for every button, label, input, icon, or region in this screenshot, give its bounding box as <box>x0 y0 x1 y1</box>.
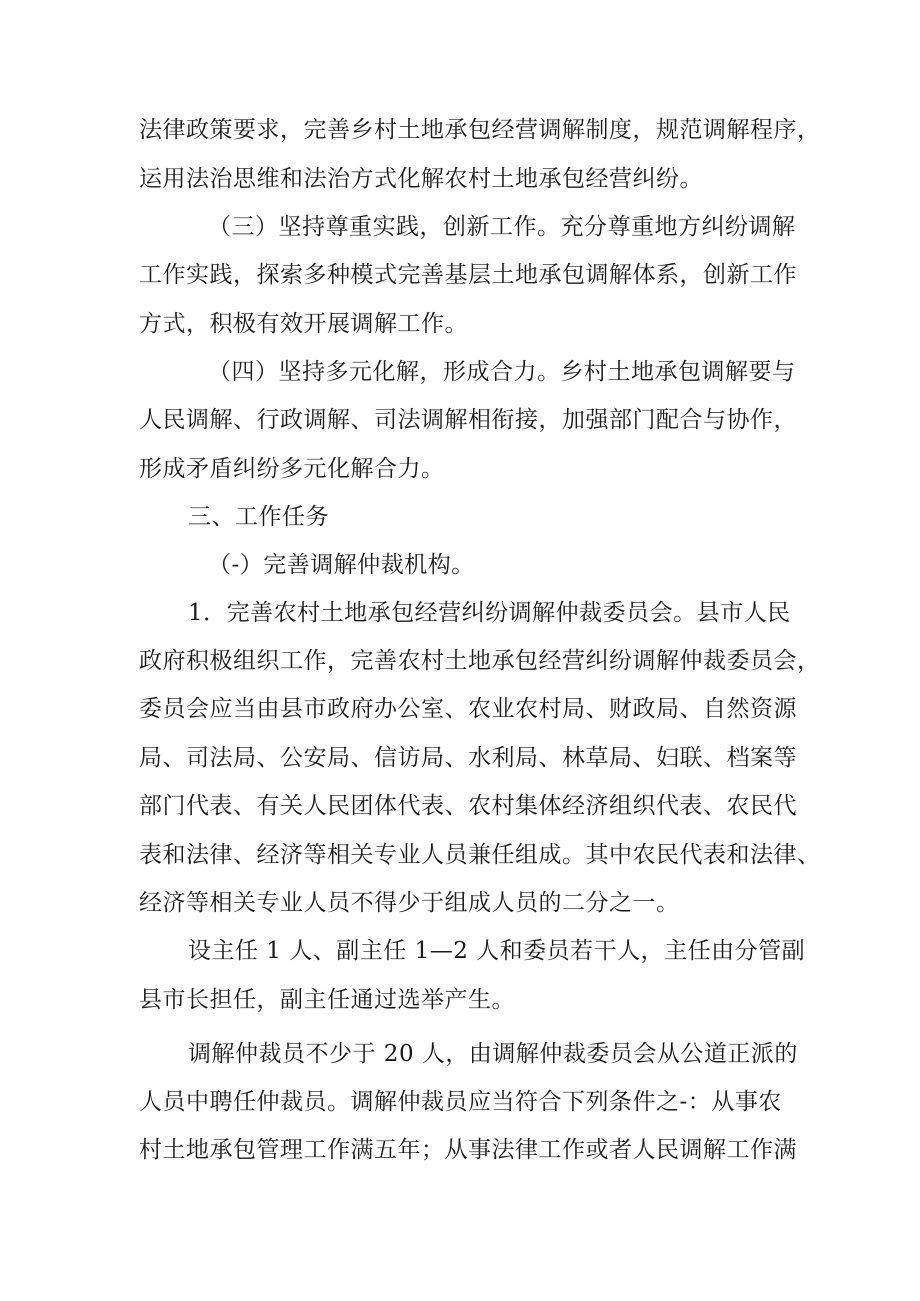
text-line: 人民调解、行政调解、司法调解相衔接，加强部门配合与协作， <box>139 407 797 433</box>
text-line: 运用法治思维和法治方式化解农村土地承包经营纠纷。 <box>139 166 703 192</box>
text-line: 部门代表、有关人民团体代表、农村集体经济组织代表、农民代 <box>139 793 797 819</box>
paragraph-heading-3: （三）坚持尊重实践，创新工作。充分尊重地方纠纷调解 <box>208 214 796 240</box>
paragraph-heading-4: （四）坚持多元化解，形成合力。乡村土地承包调解要与 <box>208 359 796 385</box>
subsection-heading: （-）完善调解仲裁机构。 <box>208 552 475 578</box>
text-line: 方式，积极有效开展调解工作。 <box>139 311 468 337</box>
text-line: 村土地承包管理工作满五年；从事法律工作或者人民调解工作满 <box>139 1137 797 1163</box>
text-line: 县市长担任，副主任通过选举产生。 <box>139 987 515 1013</box>
text-line: 人员中聘任仲裁员。调解仲裁员应当符合下列条件之-：从事农 <box>139 1089 782 1115</box>
paragraph-start: 设主任 1 人、副主任 1—2 人和委员若干人，主任由分管副 <box>188 938 806 964</box>
section-heading: 三、工作任务 <box>188 504 329 530</box>
text-line: 法律政策要求，完善乡村土地承包经营调解制度，规范调解程序， <box>139 117 821 143</box>
paragraph-start: 1．完善农村土地承包经营纠纷调解仲裁委员会。县市人民 <box>188 600 791 626</box>
text-line: 表和法律、经济等相关专业人员兼任组成。其中农民代表和法律、 <box>139 842 821 868</box>
text-line: 局、司法局、公安局、信访局、水利局、林草局、妇联、档案等 <box>139 745 797 771</box>
text-line: 委员会应当由县市政府办公室、农业农村局、财政局、自然资源 <box>139 696 797 722</box>
text-line: 经济等相关专业人员不得少于组成人员的二分之一。 <box>139 890 680 916</box>
text-line: 政府积极组织工作，完善农村土地承包经营纠纷调解仲裁委员会， <box>139 648 821 674</box>
text-line: 工作实践，探索多种模式完善基层土地承包调解体系，创新工作 <box>139 262 797 288</box>
paragraph-start: 调解仲裁员不少于 20 人，由调解仲裁委员会从公道正派的 <box>188 1041 798 1067</box>
text-line: 形成矛盾纠纷多元化解合力。 <box>139 456 445 482</box>
